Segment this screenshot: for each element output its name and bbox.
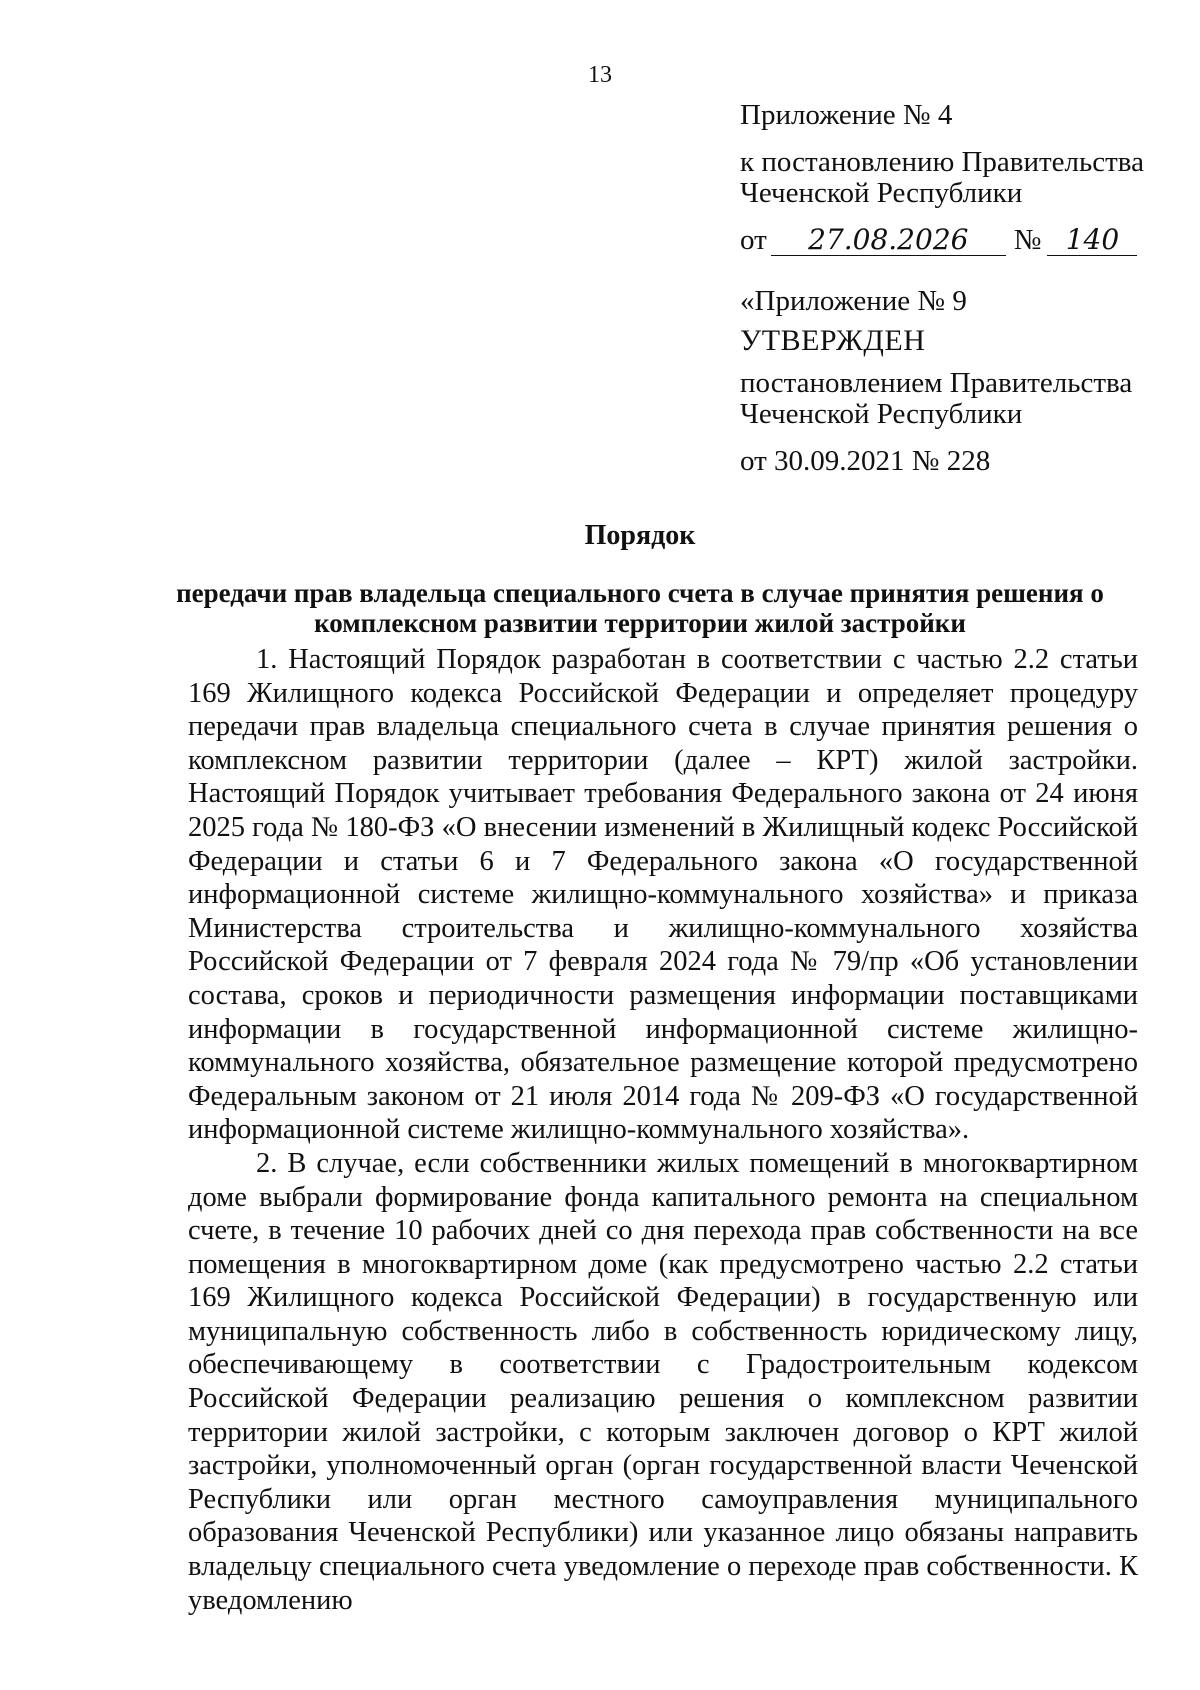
appendix-line-2: к постановлению Правительства: [740, 146, 1144, 178]
appendix-line-9: от 30.09.2021 № 228: [740, 445, 991, 477]
paragraph-2: 2. В случае, если собственники жилых помещений в многоквартирном доме выбрали формирование фонда капитального ремонта на специальном счете, в течение 10 рабочих дней со дня перехода прав собственности на все помещения в многоквартирном доме (как предусмотрено частью 2.2 статьи 169 Жилищного кодекса Российской Федерации) в государственную или муниципальную собственность либо в собственность юридическому лицу, обеспечивающему в соответствии с Градостроительным кодексом Российской Федерации реализацию решения о комплексном развитии территории жилой застройки, с которым заключен договор о КРТ жилой застройки, уполномоченный орган (орган государственной власти Чеченской Республики или орган местного самоуправления муниципального образования Чеченской Республики) или указанное лицо обязаны направить владельцу специального счета уведомление о переходе прав собственности. К уведомлению: [188, 1147, 1138, 1616]
handwritten-date: 27.08.2026: [771, 225, 1006, 256]
appendix-line-1: Приложение № 4: [740, 99, 953, 131]
appendix-header: [740, 100, 1160, 477]
approved-label: УТВЕРЖДЕН: [740, 324, 926, 357]
title-subtitle: передачи прав владельца специального счета в случае принятия решения о комплексном развитии территории жилой застройки: [176, 578, 1104, 638]
appendix-line-8: Чеченской Республики: [740, 398, 1023, 430]
appendix-line-5: «Приложение № 9: [740, 285, 967, 317]
page-number: 13: [588, 62, 612, 88]
title-main: Порядок: [584, 520, 696, 551]
appendix-line-3: Чеченской Республики: [740, 177, 1023, 209]
signature-date-line: [740, 225, 1160, 256]
paragraph-1: 1. Настоящий Порядок разработан в соответствии с частью 2.2 статьи 169 Жилищного кодекса Российской Федерации и определяет процедуру передачи прав владельца специального счета в случае принятия решения о комплексном развитии территории (далее – КРТ) жилой застройки. Настоящий Порядок учитывает требования Федерального закона от 24 июня 2025 года № 180-ФЗ «О внесении изменений в Жилищный кодекс Российской Федерации и статьи 6 и 7 Федерального закона «О государственной информационной системе жилищно-коммунального хозяйства» и приказа Министерства строительства и жилищно-коммунального хозяйства Российской Федерации от 7 февраля 2024 года № 79/пр «Об установлении состава, сроков и периодичности размещения информации поставщиками информации в государственной информационной системе жилищно-коммунального хозяйства, обязательное размещение которой предусмотрено Федеральным законом от 21 июля 2014 года № 209-ФЗ «О государственной информационной системе жилищно-коммунального хозяйства».: [188, 644, 1138, 1146]
date-prefix: от: [740, 224, 767, 256]
number-prefix: №: [1013, 224, 1042, 256]
appendix-line-7: постановлением Правительства: [740, 367, 1133, 399]
handwritten-number: 140: [1047, 225, 1137, 256]
document-body: [188, 643, 1138, 1617]
document-title: [160, 520, 1120, 638]
